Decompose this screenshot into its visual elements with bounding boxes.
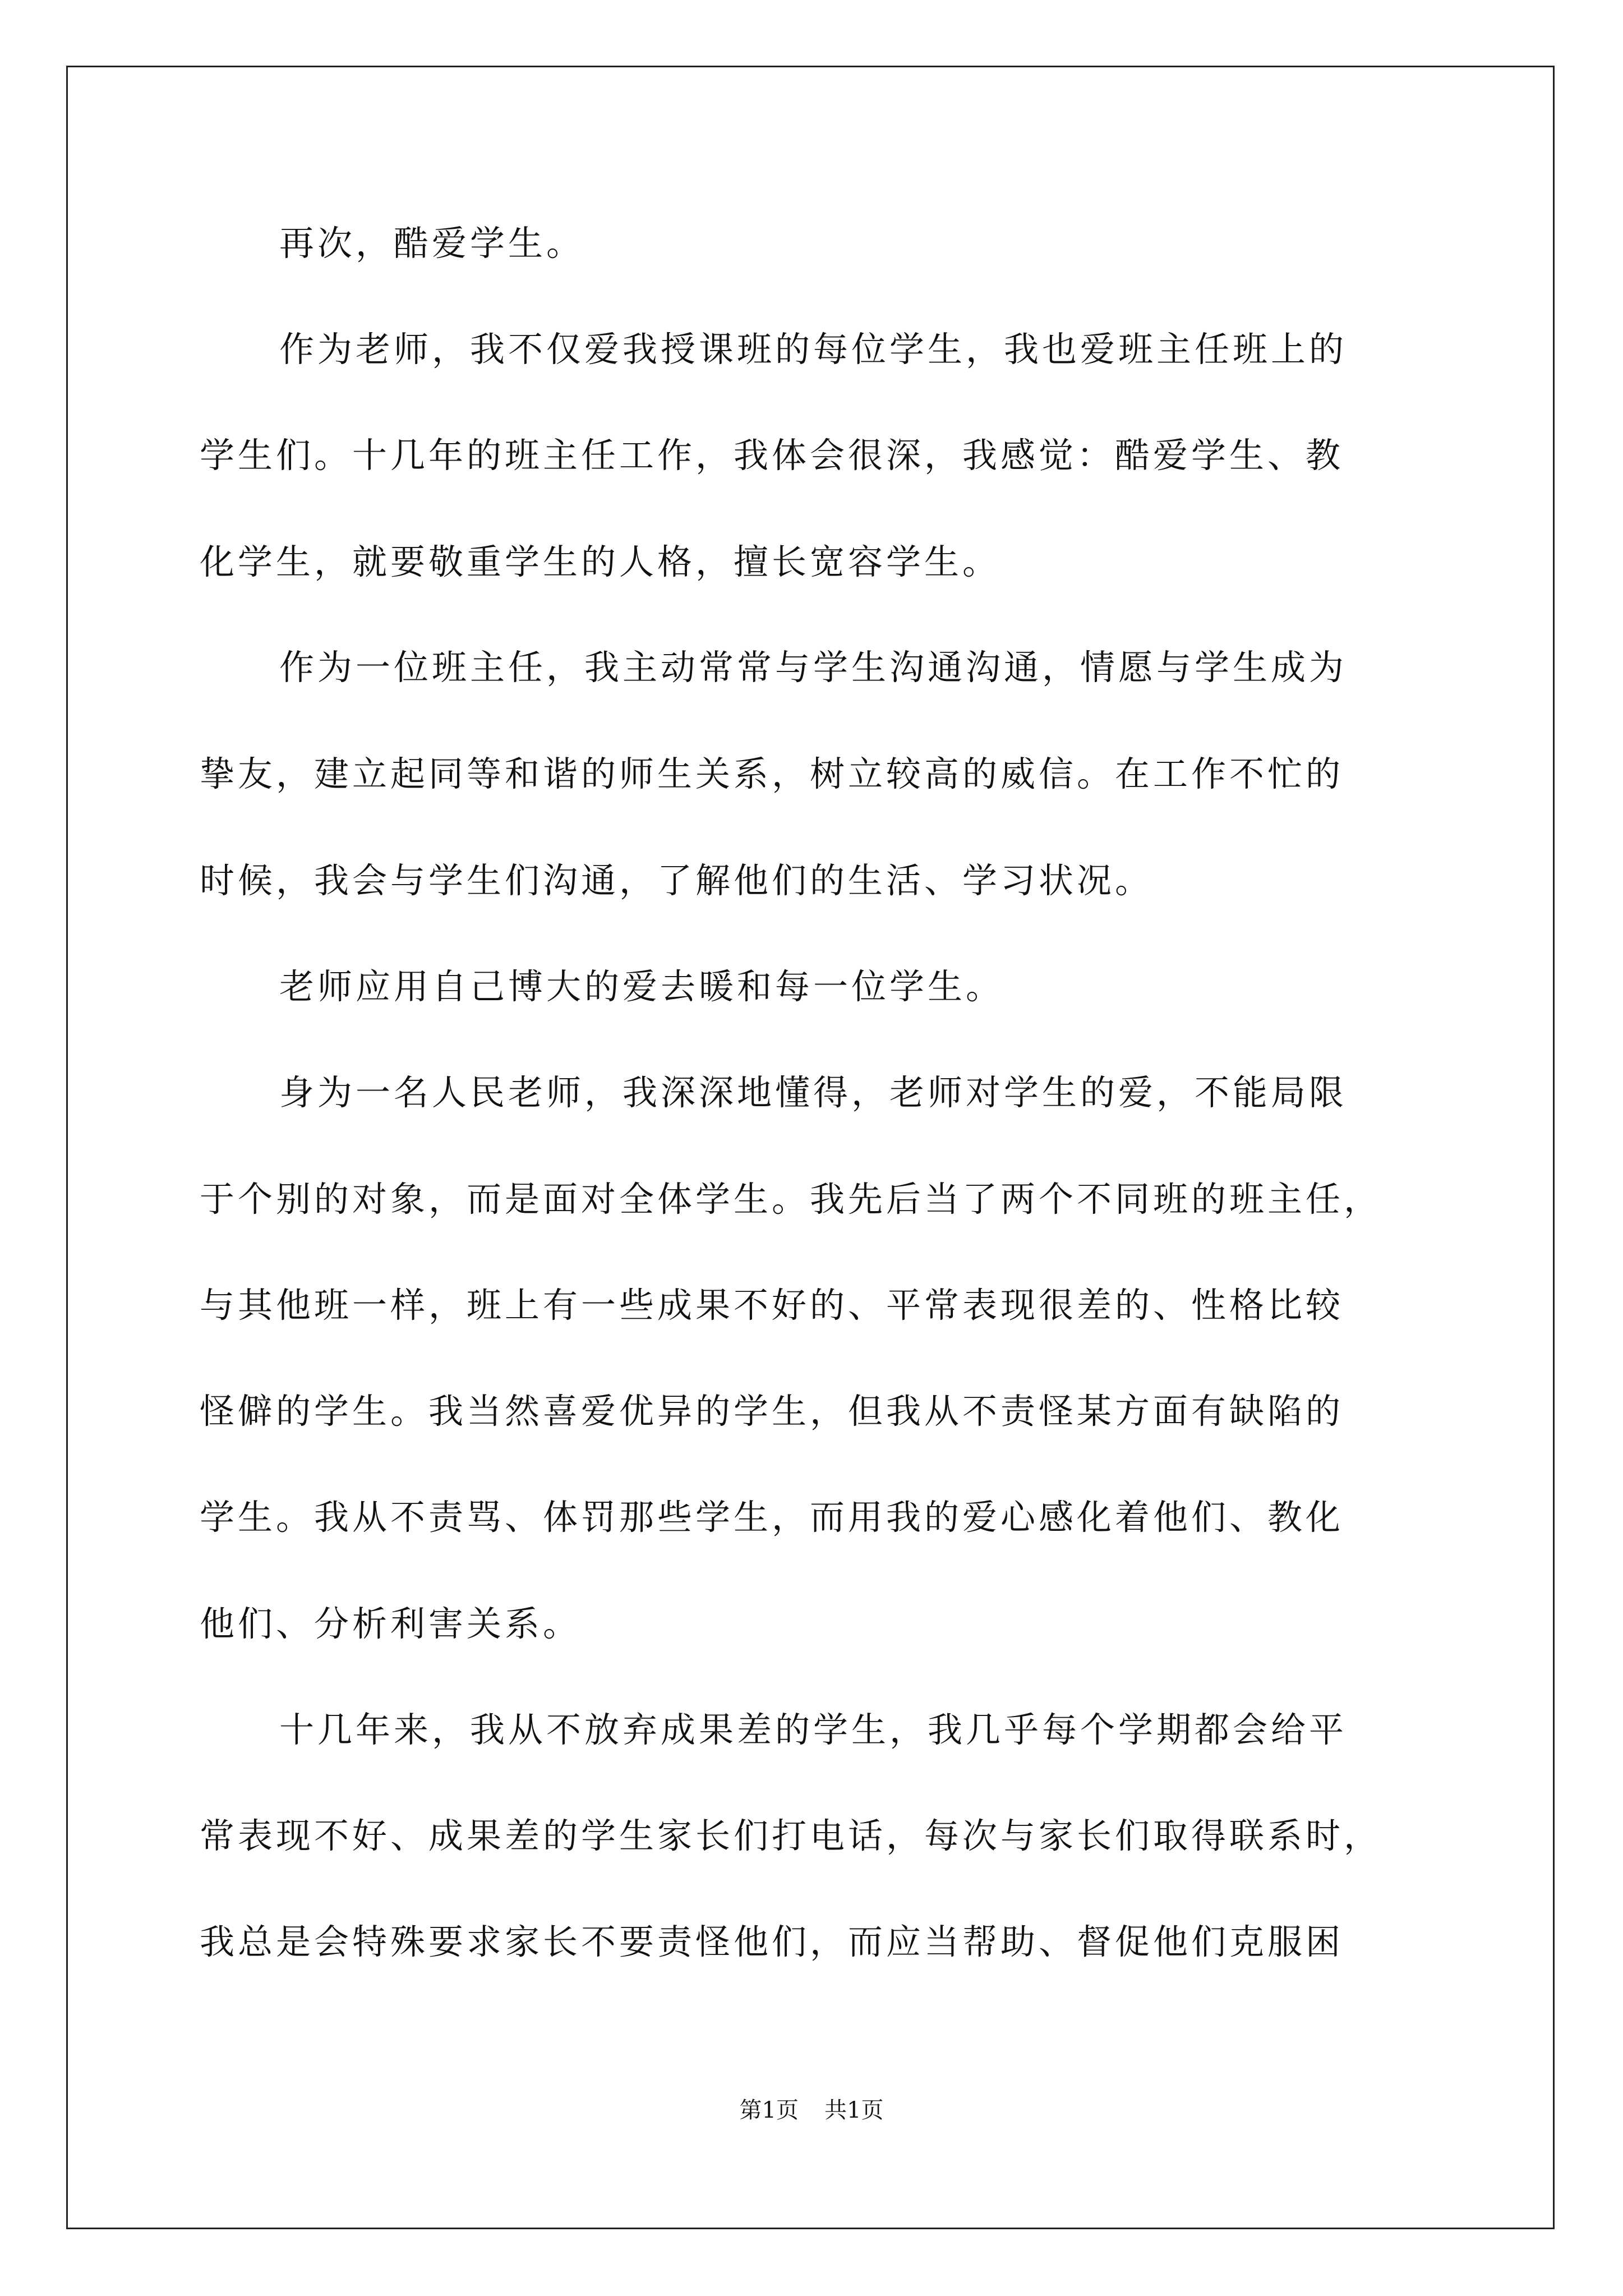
paragraph-line: 时候，我会与学生们沟通，了解他们的生活、学习状况。 <box>200 860 1154 901</box>
paragraph-line: 学生们。十几年的班主任工作，我体会很深，我感觉：酷爱学生、教 <box>200 435 1344 476</box>
paragraph-line: 怪僻的学生。我当然喜爱优异的学生，但我从不责怪某方面有缺陷的 <box>200 1391 1344 1432</box>
paragraph-line: 身为一名人民老师，我深深地懂得，老师对学生的爱，不能局限 <box>279 1072 1348 1113</box>
page-footer <box>0 2092 1623 2124</box>
paragraph-line: 化学生，就要敬重学生的人格，擅长宽容学生。 <box>200 541 1001 582</box>
page-number: 第1页 <box>739 2097 799 2123</box>
paragraph-line: 作为一位班主任，我主动常常与学生沟通沟通，情愿与学生成为 <box>279 647 1348 688</box>
paragraph-line: 与其他班一样，班上有一些成果不好的、平常表现很差的、性格比较 <box>200 1285 1344 1326</box>
paragraph-line: 十几年来，我从不放弃成果差的学生，我几乎每个学期都会给平 <box>279 1709 1348 1750</box>
paragraph-line: 再次，酷爱学生。 <box>279 223 585 264</box>
paragraph-line: 作为老师，我不仅爱我授课班的每位学生，我也爱班主任班上的 <box>279 329 1348 370</box>
paragraph-line: 常表现不好、成果差的学生家长们打电话，每次与家长们取得联系时， <box>200 1815 1382 1856</box>
paragraph-line: 于个别的对象，而是面对全体学生。我先后当了两个不同班的班主任， <box>200 1179 1382 1220</box>
paragraph-line: 老师应用自己博大的爱去暖和每一位学生。 <box>279 966 1004 1007</box>
paragraph-line: 他们、分析利害关系。 <box>200 1603 582 1644</box>
page-total: 共1页 <box>824 2097 884 2123</box>
paragraph-line: 我总是会特殊要求家长不要责怪他们，而应当帮助、督促他们克服困 <box>200 1921 1344 1962</box>
page-border <box>66 66 1555 2229</box>
paragraph-line: 挚友，建立起同等和谐的师生关系，树立较高的威信。在工作不忙的 <box>200 753 1344 794</box>
paragraph-line: 学生。我从不责骂、体罚那些学生，而用我的爱心感化着他们、教化 <box>200 1497 1344 1538</box>
